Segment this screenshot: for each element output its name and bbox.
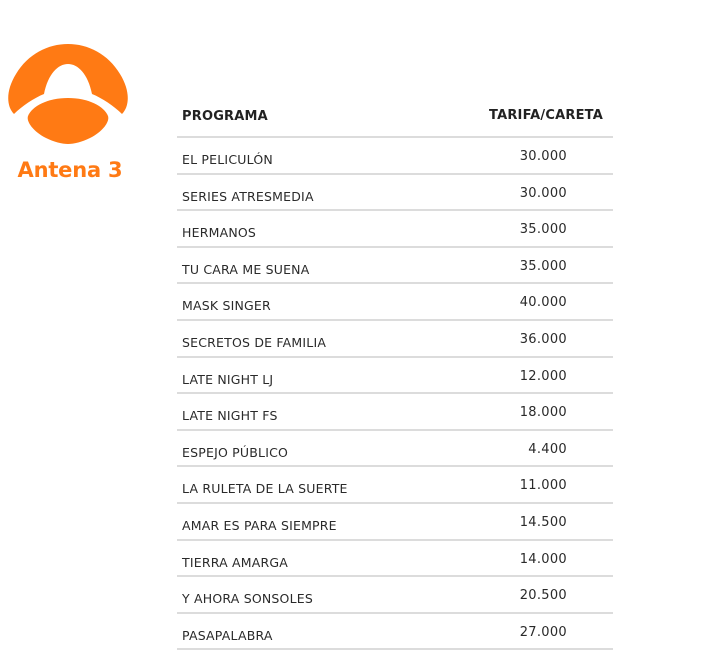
table-row bbox=[177, 577, 613, 614]
table-row bbox=[177, 541, 613, 578]
table-row bbox=[177, 138, 613, 175]
programa-cell: HERMANOS bbox=[182, 225, 257, 241]
tarifa-cell: 11.000 bbox=[519, 478, 567, 494]
tarifa-cell: 20.500 bbox=[519, 588, 567, 604]
tarifa-cell: 27.000 bbox=[519, 624, 567, 640]
antena3-logo bbox=[4, 40, 132, 190]
table-header bbox=[177, 96, 613, 138]
table-body bbox=[177, 138, 613, 650]
tarifa-cell: 14.000 bbox=[519, 551, 567, 567]
table-row bbox=[177, 431, 613, 468]
header-programa: PROGRAMA bbox=[182, 109, 268, 124]
tarifas-table bbox=[177, 96, 613, 650]
programa-cell: LATE NIGHT FS bbox=[182, 408, 278, 424]
programa-cell: Y AHORA SONSOLES bbox=[182, 591, 313, 607]
tarifa-cell: 35.000 bbox=[519, 258, 567, 274]
programa-cell: LATE NIGHT LJ bbox=[182, 371, 274, 387]
table-row bbox=[177, 614, 613, 650]
programa-cell: TU CARA ME SUENA bbox=[182, 261, 310, 277]
header-tarifa: TARIFA/CARETA bbox=[489, 108, 603, 123]
tarifa-cell: 18.000 bbox=[519, 405, 567, 421]
programa-cell: MASK SINGER bbox=[182, 298, 271, 314]
tarifa-cell: 4.400 bbox=[528, 441, 567, 457]
programa-cell: LA RULETA DE LA SUERTE bbox=[182, 481, 348, 497]
table-row bbox=[177, 284, 613, 321]
tarifa-cell: 36.000 bbox=[519, 331, 567, 347]
tarifa-cell: 35.000 bbox=[519, 222, 567, 238]
table-row bbox=[177, 211, 613, 248]
tarifa-cell: 14.500 bbox=[519, 514, 567, 530]
tarifa-cell: 40.000 bbox=[519, 295, 567, 311]
table-row bbox=[177, 394, 613, 431]
table-row bbox=[177, 248, 613, 285]
antena3-logo-icon bbox=[4, 40, 132, 150]
programa-cell: SERIES ATRESMEDIA bbox=[182, 188, 314, 204]
table-row bbox=[177, 358, 613, 395]
programa-cell: TIERRA AMARGA bbox=[182, 554, 289, 570]
table-row bbox=[177, 175, 613, 212]
tarifa-cell: 30.000 bbox=[519, 185, 567, 201]
tarifa-cell: 30.000 bbox=[519, 149, 567, 164]
brand-name: Antena 3 bbox=[17, 158, 123, 182]
table-row bbox=[177, 467, 613, 504]
programa-cell: SECRETOS DE FAMILIA bbox=[182, 334, 327, 350]
table-row bbox=[177, 504, 613, 541]
programa-cell: PASAPALABRA bbox=[182, 627, 273, 643]
programa-cell: EL PELICULÓN bbox=[182, 152, 273, 167]
programa-cell: ESPEJO PÚBLICO bbox=[182, 444, 289, 460]
tarifa-cell: 12.000 bbox=[519, 368, 567, 384]
programa-cell: AMAR ES PARA SIEMPRE bbox=[182, 517, 337, 533]
table-row bbox=[177, 321, 613, 358]
